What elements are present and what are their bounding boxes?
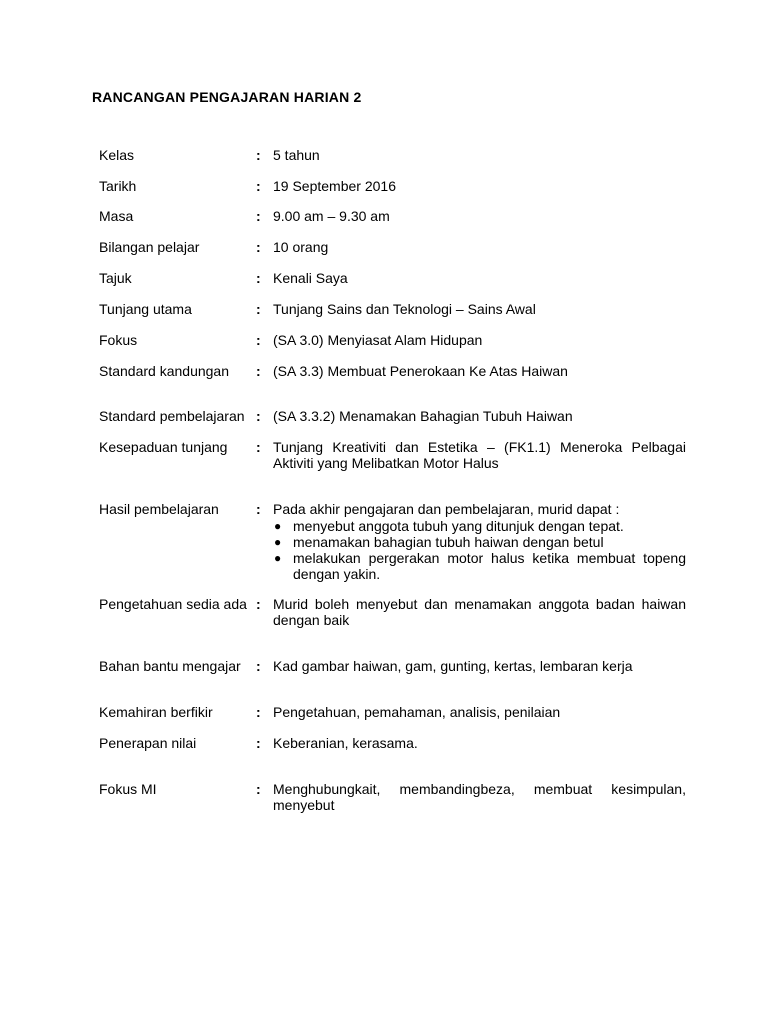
field-label: Kelas [99, 147, 135, 163]
field-value: 9.00 am – 9.30 am [273, 208, 390, 224]
field-value: Menghubungkait, membandingbeza, membuat kesimpulan, menyebut [273, 781, 686, 813]
field-label: Fokus MI [99, 781, 157, 797]
list-item-text: menyebut anggota tubuh yang ditunjuk dengan tepat. [293, 518, 624, 534]
field-label: Penerapan nilai [99, 735, 197, 751]
field-separator: : [256, 178, 261, 194]
list-item-text: menamakan bahagian tubuh haiwan dengan betul [293, 534, 604, 550]
field-separator: : [256, 658, 261, 674]
bullet-icon: ● [274, 551, 282, 565]
page-title: RANCANGAN PENGAJARAN HARIAN 2 [92, 89, 362, 105]
field-label: Bahan bantu mengajar [99, 658, 241, 674]
field-separator: : [256, 270, 261, 286]
field-separator: : [256, 332, 261, 348]
field-value: Tunjang Sains dan Teknologi – Sains Awal [273, 301, 536, 317]
field-value [273, 501, 686, 582]
field-label: Tajuk [99, 270, 132, 286]
field-value: (SA 3.3.2) Menamakan Bahagian Tubuh Haiwan [273, 408, 573, 424]
hasil-list [273, 518, 686, 582]
field-label: Standard pembelajaran [99, 408, 245, 424]
field-separator: : [256, 301, 261, 317]
field-label: Bilangan pelajar [99, 239, 200, 255]
field-value: Keberanian, kerasama. [273, 735, 418, 751]
field-value: Tunjang Kreativiti dan Estetika – (FK1.1) Meneroka Pelbagai Aktiviti yang Melibatkan Motor Halus [273, 439, 686, 471]
field-label: Kesepaduan tunjang [99, 439, 228, 455]
hasil-intro: Pada akhir pengajaran dan pembelajaran, murid dapat : [273, 501, 620, 517]
list-item [273, 534, 686, 550]
field-value: (SA 3.3) Membuat Penerokaan Ke Atas Haiwan [273, 363, 568, 379]
field-label: Tunjang utama [99, 301, 192, 317]
field-value: Kad gambar haiwan, gam, gunting, kertas, lembaran kerja [273, 658, 633, 674]
list-item [273, 518, 686, 534]
field-separator: : [256, 363, 261, 379]
field-separator: : [256, 596, 261, 612]
field-label: Standard kandungan [99, 363, 229, 379]
field-value: Pengetahuan, pemahaman, analisis, penilaian [273, 704, 561, 720]
field-separator: : [256, 408, 261, 424]
field-value: 10 orang [273, 239, 329, 255]
field-value: 19 September 2016 [273, 178, 396, 194]
field-separator: : [256, 735, 261, 751]
field-separator: : [256, 147, 261, 163]
field-label: Tarikh [99, 178, 137, 194]
field-value: Kenali Saya [273, 270, 348, 286]
field-value: Murid boleh menyebut dan menamakan anggota badan haiwan dengan baik [273, 596, 686, 628]
field-separator: : [256, 704, 261, 720]
bullet-icon: ● [274, 535, 282, 549]
field-label: Fokus [99, 332, 138, 348]
field-value: 5 tahun [273, 147, 320, 163]
field-label: Pengetahuan sedia ada [99, 596, 247, 612]
field-separator: : [256, 501, 261, 517]
field-label: Hasil pembelajaran [99, 501, 219, 517]
field-separator: : [256, 781, 261, 797]
field-label: Kemahiran berfikir [99, 704, 213, 720]
field-separator: : [256, 208, 261, 224]
field-separator: : [256, 439, 261, 455]
bullet-icon: ● [274, 519, 282, 533]
field-value: (SA 3.0) Menyiasat Alam Hidupan [273, 332, 483, 348]
list-item [273, 550, 686, 582]
field-label: Masa [99, 208, 134, 224]
list-item-text: melakukan pergerakan motor halus ketika membuat topeng dengan yakin. [293, 550, 686, 582]
field-separator: : [256, 239, 261, 255]
